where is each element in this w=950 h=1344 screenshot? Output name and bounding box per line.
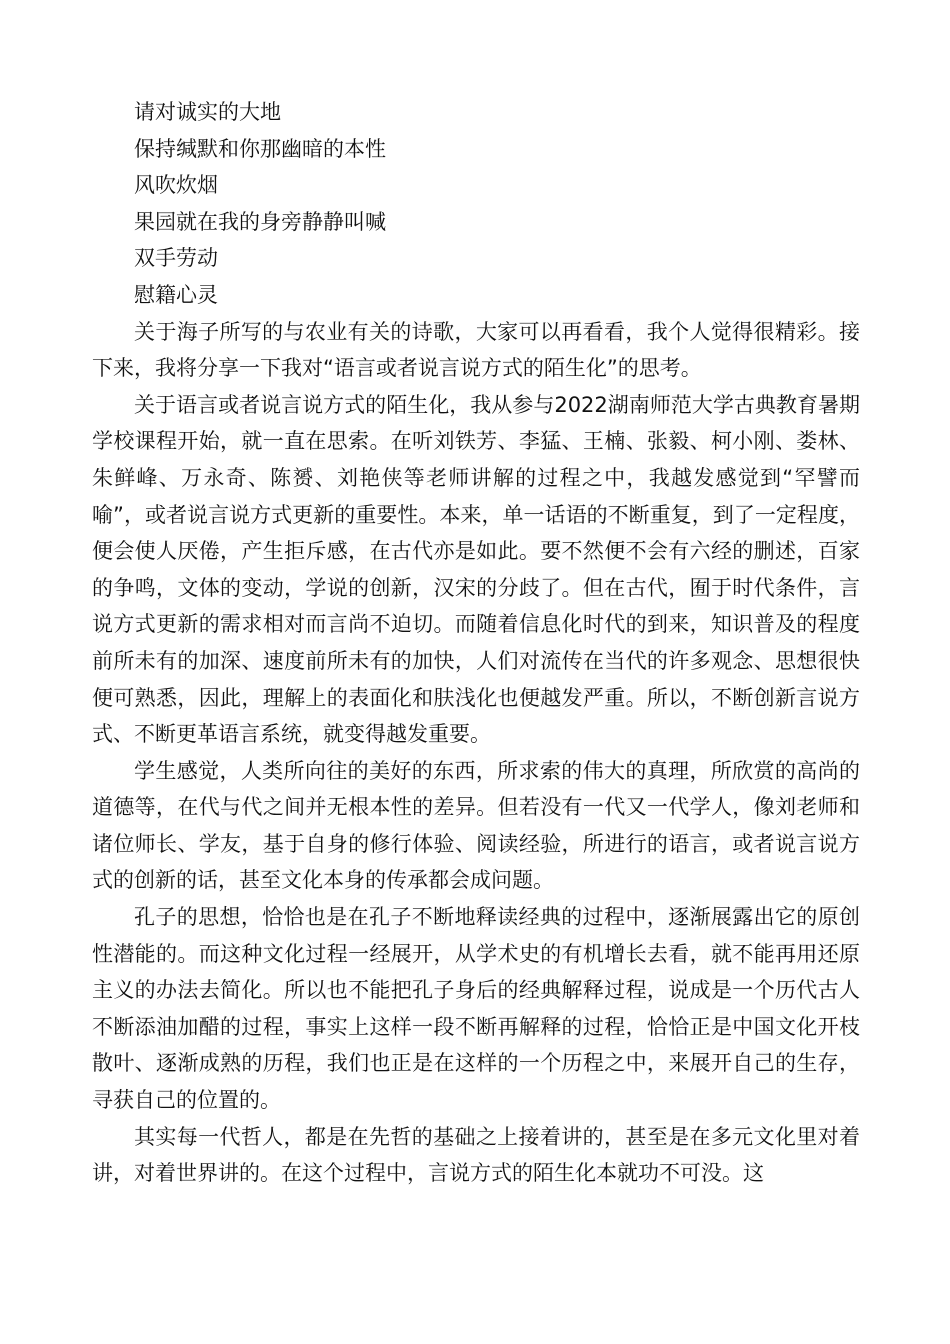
poem-line: 慰籍心灵 bbox=[134, 282, 218, 307]
paragraph-confucius-thought: 孔子的思想，恰恰也是在孔子不断地释读经典的过程中，逐渐展露出它的原创性潜能的。而这种文化过程一经展开，从学术史的有机增长去看，就不能再用还原主义的办法去简化。所以也不能把孔子身后的经典解释过程，说成是一个历代古人不断添油加醋的过程，事实上这样一段不断再解释的过程，恰恰正是中国文化开枝散叶、逐渐成熟的历程，我们也正是在这样的一个历程之中，来展开自己的生存，寻获自己的位置的。 bbox=[92, 905, 860, 1113]
paragraph-haizi-poetry: 关于海子所写的与农业有关的诗歌，大家可以再看看，我个人觉得很精彩。接下来，我将分享一下我对“语言或者说言说方式的陌生化”的思考。 bbox=[92, 319, 860, 381]
paragraph-language-defamiliarization: 关于语言或者说言说方式的陌生化，我从参与2022湖南师范大学古典教育暑期学校课程开始，就一直在思索。在听刘铁芳、李猛、王楠、张毅、柯小刚、娄林、朱鲜峰、万永奇、陈赟、刘艳侠等老师讲解的过程之中，我越发感觉到“罕譬而喻”，或者说言说方式更新的重要性。本来，单一话语的不断重复，到了一定程度，便会使人厌倦，产生拒斥感，在古代亦是如此。要不然便不会有六经的删述，百家的争鸣，文体的变动，学说的创新，汉宋的分歧了。但在古代，囿于时代条件，言说方式更新的需求相对而言尚不迫切。而随着信息化时代的到来，知识普及的程度前所未有的加深、速度前所未有的加快，人们对流传在当代的许多观念、思想很快便可熟悉，因此，理解上的表面化和肤浅化也便越发严重。所以，不断创新言说方式、不断更革语言系统，就变得越发重要。 bbox=[92, 392, 860, 747]
document-body bbox=[92, 94, 860, 1192]
poem-line: 果园就在我的身旁静静叫喊 bbox=[134, 209, 386, 234]
poem-line: 保持缄默和你那幽暗的本性 bbox=[134, 136, 386, 161]
paragraph-philosophers: 其实每一代哲人，都是在先哲的基础之上接着讲的，甚至是在多元文化里对着讲，对着世界讲的。在这个过程中，言说方式的陌生化本就功不可没。这 bbox=[92, 1124, 860, 1186]
paragraph-student-reflection: 学生感觉，人类所向往的美好的东西，所求索的伟大的真理，所欣赏的高尚的道德等，在代与代之间并无根本性的差异。但若没有一代又一代学人，像刘老师和诸位师长、学友，基于自身的修行体验、阅读经验，所进行的语言，或者说言说方式的创新的话，甚至文化本身的传承都会成问题。 bbox=[92, 758, 860, 893]
poem-line: 请对诚实的大地 bbox=[134, 100, 281, 124]
poem-line: 风吹炊烟 bbox=[134, 173, 218, 198]
poem-line: 双手劳动 bbox=[134, 246, 218, 271]
